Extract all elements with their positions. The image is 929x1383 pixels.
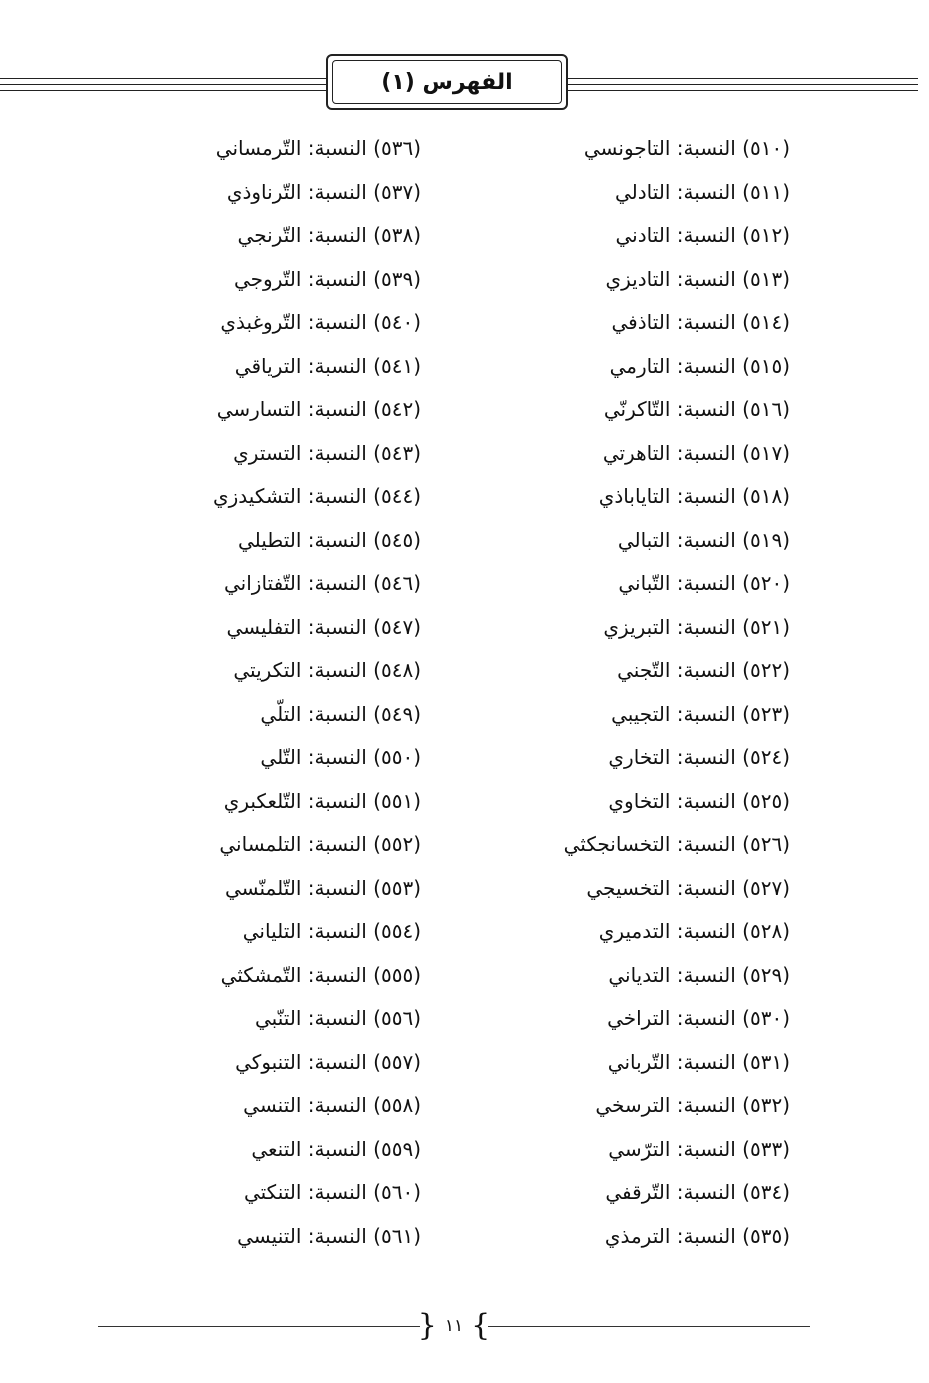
index-entry: (٥٢٣) النسبة: التجيبي	[611, 701, 790, 726]
index-entry: (٥٣٥) النسبة: الترمذي	[604, 1223, 790, 1248]
index-entry: (٥٣٦) النسبة: التّرمساني	[215, 136, 421, 160]
index-entry: (٥٥٩) النسبة: التنعي	[251, 1136, 421, 1161]
index-entry: (٥٣٠) النسبة: التراخي	[607, 1006, 790, 1030]
index-entry: (٥٣٣) النسبة: الترّسي	[608, 1136, 790, 1161]
index-entry: (٥٥٣) النسبة: التّلمنّسي	[224, 875, 421, 900]
index-entry: (٥٦٠) النسبة: التنكتي	[243, 1180, 421, 1204]
index-entry: (٥٤٦) النسبة: التّفتازاني	[224, 571, 421, 595]
index-entry: (٥٢٠) النسبة: التّباني	[618, 571, 790, 595]
page-title: الفهرس (١)	[332, 60, 562, 104]
index-entry: (٥٢٥) النسبة: التخاوي	[608, 788, 790, 813]
index-column-right	[490, 127, 790, 1258]
index-entry: (٥١١) النسبة: التادلي	[614, 179, 790, 204]
index-entry: (٥٤٢) النسبة: التسارسي	[216, 397, 421, 421]
index-entry: (٥٣٤) النسبة: التّرقفي	[605, 1180, 790, 1204]
index-entry: (٥٥٤) النسبة: التلياني	[242, 919, 421, 943]
index-entry: (٥١٢) النسبة: التادني	[615, 223, 790, 247]
index-entry: (٥٤٤) النسبة: التشكيدزي	[212, 484, 421, 508]
index-entry: (٥٥٦) النسبة: التنّبي	[254, 1006, 421, 1030]
index-entry: (٥٤١) النسبة: الترياقي	[234, 353, 421, 378]
index-entry: (٥١٦) النسبة: التّاكرنّي	[603, 397, 790, 421]
page-title-frame	[326, 54, 568, 110]
index-entry: (٥٢٦) النسبة: التخسانجكثي	[563, 832, 790, 856]
index-entry: (٥٥١) النسبة: التّلعكبري	[223, 788, 421, 813]
brace-icon: }	[417, 1308, 437, 1343]
index-entry: (٥٤٩) النسبة: التلّي	[260, 701, 421, 726]
index-entry: (٥٦١) النسبة: التنيسي	[237, 1223, 421, 1248]
index-entry: (٥٥٥) النسبة: التّمشكثي	[220, 962, 421, 987]
index-entry: (٥١٤) النسبة: التاذفي	[611, 310, 790, 334]
footer-rule	[98, 1326, 420, 1327]
index-entry: (٥٢٤) النسبة: التخاري	[608, 745, 790, 769]
index-entry: (٥٢١) النسبة: التبريزي	[603, 614, 790, 639]
index-entry: (٥٤٥) النسبة: التطيلي	[237, 527, 421, 552]
page-number: ١١	[444, 1316, 464, 1336]
index-entry: (٥١٣) النسبة: التاديزي	[605, 266, 790, 291]
index-entry: (٥١٥) النسبة: التارمي	[609, 353, 790, 378]
page-number-frame	[417, 1308, 491, 1344]
index-entry: (٥٣١) النسبة: التّرباني	[607, 1049, 790, 1074]
index-entry: (٥٥٧) النسبة: التنبوكي	[235, 1049, 421, 1074]
index-entry: (٥٣٨) النسبة: التّرنجي	[237, 223, 421, 247]
brace-icon: {	[471, 1308, 491, 1343]
index-entry: (٥٤٠) النسبة: التّروغبذي	[220, 310, 421, 334]
index-entry: (٥٣٧) النسبة: التّرناوذي	[226, 179, 421, 204]
footer-rule	[488, 1326, 810, 1327]
index-entry: (٥٣٩) النسبة: التّروجي	[234, 266, 421, 291]
index-entry: (٥٥٨) النسبة: التنسي	[243, 1093, 421, 1117]
index-entry: (٥٢٩) النسبة: التدياني	[608, 962, 790, 987]
index-entry: (٥٤٧) النسبة: التفليسي	[226, 614, 421, 639]
index-entry: (٥١٩) النسبة: التبالي	[617, 527, 790, 552]
index-entry: (٥٢٨) النسبة: التدميري	[598, 919, 790, 943]
index-entry: (٥١٧) النسبة: التاهرتي	[602, 440, 790, 465]
index-entry: (٥١٨) النسبة: التاياباذي	[598, 484, 790, 508]
index-entry: (٥٣٢) النسبة: الترسخي	[595, 1093, 790, 1117]
index-entry: (٥٥٠) النسبة: التّلي	[260, 745, 421, 769]
index-entry: (٥٢٢) النسبة: التّجني	[617, 658, 790, 682]
index-entry: (٥٤٨) النسبة: التكريتي	[233, 658, 421, 682]
index-entry: (٥٢٧) النسبة: التخسيجي	[586, 875, 790, 900]
index-entry: (٥٥٢) النسبة: التلمساني	[219, 832, 421, 856]
index-entry: (٥٤٣) النسبة: التستري	[233, 440, 421, 465]
index-entry: (٥١٠) النسبة: التاجونسي	[583, 136, 790, 160]
index-column-left	[121, 127, 421, 1258]
